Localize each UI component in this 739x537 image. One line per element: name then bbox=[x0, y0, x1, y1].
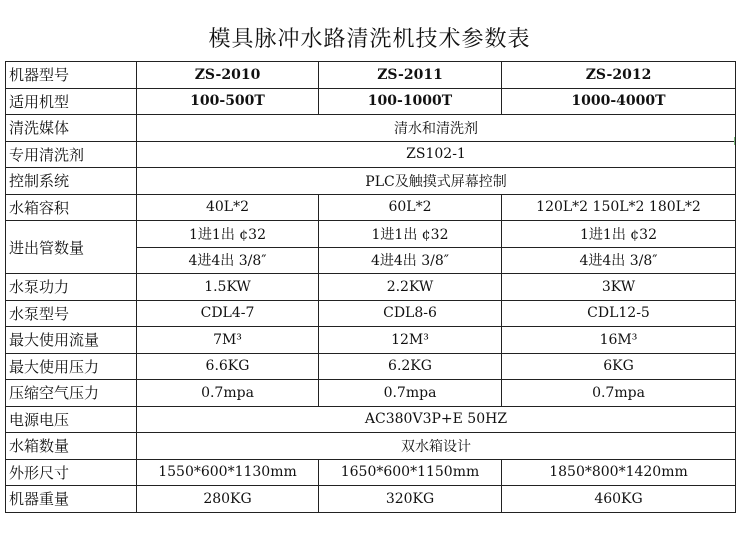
table-cell: 6.2KG bbox=[319, 353, 502, 380]
table-cell: 40L*2 bbox=[137, 194, 319, 221]
table-cell: 6.6KG bbox=[137, 353, 319, 380]
row-label: 水泵型号 bbox=[6, 300, 137, 327]
table-cell: 2.2KW bbox=[319, 274, 502, 301]
row-label: 适用机型 bbox=[6, 88, 137, 115]
table-cell-merged: ZS102-1 bbox=[137, 141, 736, 168]
row-label: 外形尺寸 bbox=[6, 459, 137, 486]
table-cell: 1550*600*1130mm bbox=[137, 459, 319, 486]
table-cell-merged: PLC及触摸式屏幕控制 bbox=[137, 168, 736, 195]
row-label: 电源电压 bbox=[6, 406, 137, 433]
table-row-pump bbox=[6, 300, 736, 327]
row-label: 机器重量 bbox=[6, 486, 137, 513]
row-label: 压缩空气压力 bbox=[6, 380, 137, 407]
row-label: 机器型号 bbox=[6, 62, 137, 89]
page-title: 模具脉冲水路清洗机技术参数表 bbox=[208, 27, 531, 52]
table-row-tank bbox=[6, 194, 736, 221]
table-cell: 1进1出 ¢32 bbox=[502, 221, 736, 248]
model-cell: ZS-2010 bbox=[137, 62, 319, 89]
table-cell: 1进1出 ¢32 bbox=[319, 221, 502, 248]
table-cell: 0.7mpa bbox=[137, 380, 319, 407]
table-cell: 1000-4000T bbox=[502, 88, 736, 115]
table-row-air bbox=[6, 380, 736, 407]
table-row-power bbox=[6, 274, 736, 301]
table-cell-merged: 双水箱设计 bbox=[137, 433, 736, 460]
table-cell: 460KG bbox=[502, 486, 736, 513]
table-cell: 100-1000T bbox=[319, 88, 502, 115]
table-cell: 320KG bbox=[319, 486, 502, 513]
table-cell: 280KG bbox=[137, 486, 319, 513]
row-label: 水泵功力 bbox=[6, 274, 137, 301]
table-cell: 1.5KW bbox=[137, 274, 319, 301]
table-cell: 60L*2 bbox=[319, 194, 502, 221]
table-cell: 1进1出 ¢32 bbox=[137, 221, 319, 248]
table-cell: 1850*800*1420mm bbox=[502, 459, 736, 486]
table-row-voltage bbox=[6, 406, 736, 433]
table-row-agent bbox=[6, 141, 736, 168]
model-cell: ZS-2011 bbox=[319, 62, 502, 89]
row-label: 控制系统 bbox=[6, 168, 137, 195]
table-row-pressure bbox=[6, 353, 736, 380]
table-cell: 3KW bbox=[502, 274, 736, 301]
table-row-weight bbox=[6, 486, 736, 513]
table-row-flow bbox=[6, 327, 736, 354]
table-row-medium bbox=[6, 115, 736, 142]
table-cell: 12M³ bbox=[319, 327, 502, 354]
table-cell-merged: 清水和清洗剂 bbox=[137, 115, 736, 142]
table-cell: 1650*600*1150mm bbox=[319, 459, 502, 486]
table-row-machine bbox=[6, 88, 736, 115]
row-label: 清洗媒体 bbox=[6, 115, 137, 142]
row-label: 水箱容积 bbox=[6, 194, 137, 221]
table-cell: CDL8-6 bbox=[319, 300, 502, 327]
table-cell: 7M³ bbox=[137, 327, 319, 354]
row-label: 进出管数量 bbox=[6, 221, 137, 274]
row-label: 专用清洗剂 bbox=[6, 141, 137, 168]
row-label: 最大使用压力 bbox=[6, 353, 137, 380]
table-cell: 0.7mpa bbox=[319, 380, 502, 407]
spec-table bbox=[5, 61, 736, 513]
table-row-control bbox=[6, 168, 736, 195]
table-cell: 120L*2 150L*2 180L*2 bbox=[502, 194, 736, 221]
row-label: 水箱数量 bbox=[6, 433, 137, 460]
edge-marker bbox=[734, 137, 735, 145]
table-cell: 4进4出 3/8″ bbox=[502, 247, 736, 274]
table-cell: 0.7mpa bbox=[502, 380, 736, 407]
table-row-model bbox=[6, 62, 736, 89]
table-cell: 100-500T bbox=[137, 88, 319, 115]
table-cell: 4进4出 3/8″ bbox=[137, 247, 319, 274]
table-row-size bbox=[6, 459, 736, 486]
model-cell: ZS-2012 bbox=[502, 62, 736, 89]
table-cell: CDL12-5 bbox=[502, 300, 736, 327]
table-cell: 4进4出 3/8″ bbox=[319, 247, 502, 274]
row-label: 最大使用流量 bbox=[6, 327, 137, 354]
table-row-pipe-1 bbox=[6, 221, 736, 248]
table-cell: 6KG bbox=[502, 353, 736, 380]
table-row-tankcount bbox=[6, 433, 736, 460]
table-cell: 16M³ bbox=[502, 327, 736, 354]
table-cell: CDL4-7 bbox=[137, 300, 319, 327]
table-cell-merged: AC380V3P+E 50HZ bbox=[137, 406, 736, 433]
